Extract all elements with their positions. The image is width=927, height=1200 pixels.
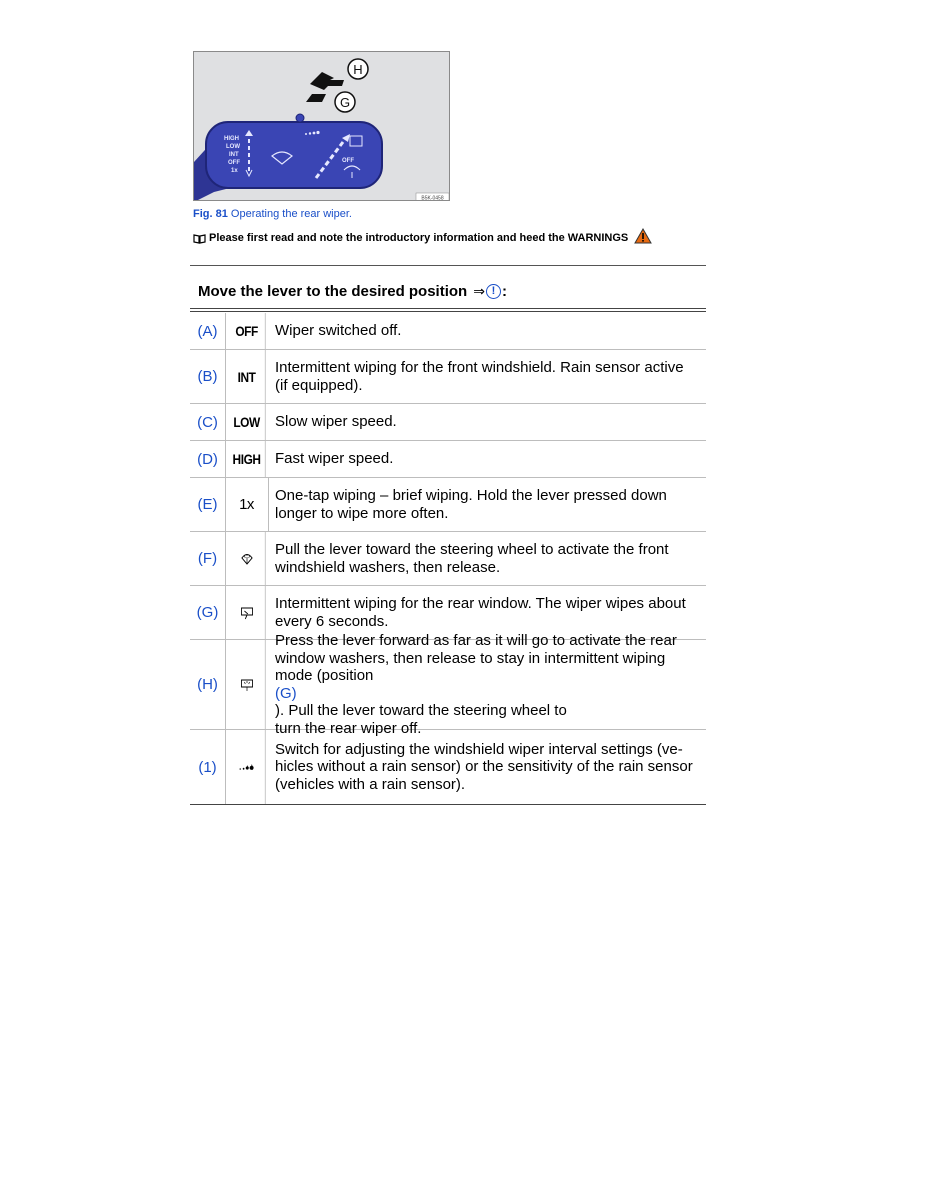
alert-circle-icon[interactable]: ! <box>486 284 501 299</box>
low-symbol: LOW <box>228 404 265 440</box>
heading-arrow: ⇒ <box>473 283 485 299</box>
row-description-line: Intermittent wiping for the rear window. The wiper wipes about <box>275 595 686 612</box>
front-washer-icon <box>240 552 254 566</box>
row-description-line: hicles without a rain sensor) or the sensitivity of the rain sensor <box>275 758 693 776</box>
wiper-lever-illustration <box>194 52 450 201</box>
row-key[interactable]: (D) <box>190 441 226 477</box>
row-description-line: Pull the lever toward the steering wheel to activate the front <box>275 541 669 558</box>
figure-caption <box>193 208 352 220</box>
table-row <box>190 478 706 532</box>
lever-label-int: INT <box>229 152 239 158</box>
row-key[interactable]: (E) <box>190 478 226 531</box>
row-description-line: (if equipped). <box>275 376 363 394</box>
figure-number: Fig. 81 <box>193 208 228 220</box>
warning-notice[interactable] <box>193 232 652 244</box>
row-description-line: every 6 seconds. <box>275 612 389 630</box>
table-heading <box>198 283 507 300</box>
table-row <box>190 441 706 478</box>
row-description-line: turn the rear wiper off. <box>275 719 422 737</box>
one-tap-symbol: 1x <box>225 478 269 531</box>
lever-label-high: HIGH <box>224 136 239 142</box>
row-description-line: Intermittent wiping for the front windshield. Rain sensor active <box>275 359 684 376</box>
wiper-lever-figure <box>193 51 450 201</box>
off-symbol: OFF <box>228 313 265 349</box>
lever-label-off: OFF <box>228 160 240 166</box>
row-description-line: window washers, then release to stay in intermittent wiping <box>275 649 666 667</box>
row-description-line: One-tap wiping – brief wiping. Hold the lever pressed down <box>275 487 667 504</box>
table-row <box>190 404 706 441</box>
notice-text: Please first read and note the introductory information and heed the WARNINGS <box>209 232 629 244</box>
row-description-part: mode (position <box>275 667 374 684</box>
heading-double-rule <box>190 308 706 312</box>
rear-off-label: OFF <box>342 158 354 164</box>
row-description-line: (vehicles with a rain sensor). <box>275 775 466 793</box>
row-description-line: Press the lever forward as far as it will go to activate the rear <box>275 632 677 649</box>
table-row <box>190 632 706 737</box>
table-row <box>190 730 706 805</box>
row-description: Fast wiper speed. <box>275 450 394 468</box>
heading-text: Move the lever to the desired position <box>198 283 468 300</box>
lever-label-1x: 1x <box>231 168 238 174</box>
row-key[interactable]: (1) <box>190 730 226 804</box>
lever-knob <box>296 114 304 122</box>
figure-id-code: B5K-0458 <box>421 195 444 202</box>
row-key[interactable]: (H) <box>190 640 226 729</box>
row-key[interactable]: (A) <box>190 313 226 349</box>
row-description-line: windshield washers, then release. <box>275 558 501 576</box>
table-row <box>190 532 706 586</box>
heading-colon: : <box>501 283 507 300</box>
warning-triangle-icon <box>634 228 652 244</box>
row-key[interactable]: (C) <box>190 404 226 440</box>
rest-position-bar-icon <box>306 94 326 102</box>
table-row <box>190 313 706 350</box>
high-symbol: HIGH <box>228 441 265 477</box>
row-key[interactable]: (F) <box>190 532 226 585</box>
lever-label-low: LOW <box>226 144 240 150</box>
open-book-icon <box>193 233 206 244</box>
label-h-text: H <box>353 62 363 77</box>
row-key[interactable]: (B) <box>190 350 226 403</box>
row-description: Slow wiper speed. <box>275 413 397 431</box>
rear-washer-icon <box>240 678 254 692</box>
table-row <box>190 350 706 404</box>
label-g-text: G <box>339 95 351 110</box>
push-forward-arrow-icon <box>310 72 344 90</box>
rear-wiper-icon <box>240 606 254 620</box>
position-g-link[interactable]: (G) <box>275 684 297 702</box>
row-description-line: longer to wipe more often. <box>275 504 449 522</box>
row-description-part: ). Pull the lever toward the steering wheel to <box>275 702 567 719</box>
interval-drops-icon <box>238 763 255 771</box>
row-description-line <box>275 667 677 720</box>
row-description: Wiper switched off. <box>275 322 402 340</box>
row-key[interactable]: (G) <box>190 586 226 639</box>
int-symbol: INT <box>228 350 265 403</box>
row-description-line: Switch for adjusting the windshield wiper interval settings (ve- <box>275 740 683 758</box>
figure-caption-text: Operating the rear wiper. <box>230 208 352 220</box>
section-top-rule <box>190 265 706 266</box>
